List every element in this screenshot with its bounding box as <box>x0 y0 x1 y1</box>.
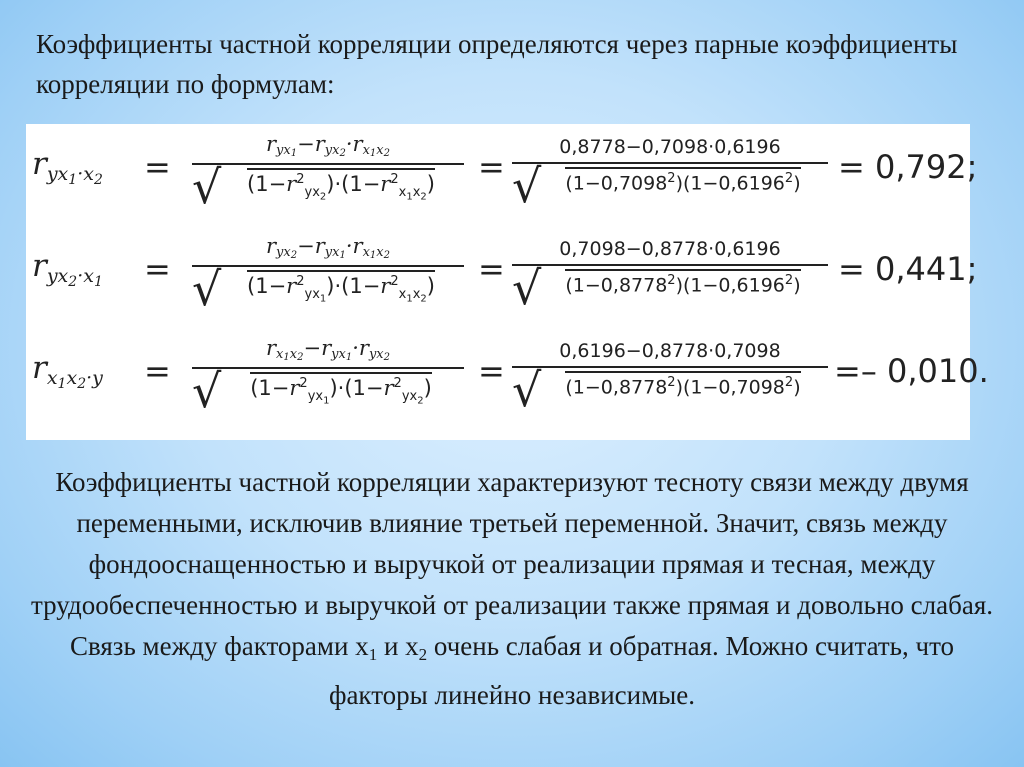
symbolic-denominator: √ $(1-r^2_{yx_1})\cdot(1-r^2_{x_1x_2})$ <box>192 262 435 316</box>
formula-lhs: $r_{yx_2\cdot x_1}$ <box>32 248 103 290</box>
numeric-fraction <box>512 238 828 315</box>
sqrt-icon: √ <box>512 159 542 213</box>
symbolic-numerator: $r_{x_1x_2}-r_{yx_1}\cdot r_{yx_2}$ <box>266 336 390 363</box>
equals-sign: = <box>144 148 171 186</box>
sqrt-icon: √ <box>512 261 542 315</box>
formula-lhs: $r_{yx_1\cdot x_2}$ <box>32 146 103 188</box>
numeric-denominator: √ $(1-0,8778^2)(1-0,7098^2)$ <box>512 363 801 417</box>
symbolic-numerator: $r_{yx_1}-r_{yx_2}\cdot r_{x_1x_2}$ <box>266 132 390 159</box>
equals-sign: = <box>478 250 505 288</box>
fraction-bar <box>192 367 464 369</box>
intro-text: Коэффициенты частной корреляции определяются через парные коэффициенты корреляции по формулам: <box>36 29 958 99</box>
numeric-denominator: √ $(1-0,7098^2)(1-0,6196^2)$ <box>512 159 801 213</box>
fraction-bar <box>192 265 464 267</box>
symbolic-numerator: $r_{yx_2}-r_{yx_1}\cdot r_{x_1x_2}$ <box>266 234 390 261</box>
sqrt-icon: √ <box>192 364 222 418</box>
sqrt-icon: √ <box>192 262 222 316</box>
formula-result: =– 0,010. <box>834 352 989 390</box>
numeric-fraction <box>512 136 828 213</box>
formula-result: = 0,441; <box>838 250 978 288</box>
fraction-bar <box>512 264 828 266</box>
formula-row-2 <box>26 228 978 328</box>
numeric-numerator: 0,7098−0,8778·0,6196 <box>559 238 781 260</box>
formula-panel <box>26 124 989 440</box>
sqrt-icon: √ <box>512 363 542 417</box>
symbolic-fraction <box>192 234 464 316</box>
equals-sign: = <box>144 352 171 390</box>
numeric-denominator: √ $(1-0,8778^2)(1-0,6196^2)$ <box>512 261 801 315</box>
equals-sign: = <box>478 148 505 186</box>
formula-row-1 <box>26 126 978 226</box>
fraction-bar <box>512 366 828 368</box>
sqrt-icon: √ <box>192 160 222 214</box>
numeric-fraction <box>512 340 828 417</box>
conclusion-text: Коэффициенты частной корреляции характеризуют тесноту связи между двумя переменными, исключив влияние третьей переменной. Значит, связь между фондооснащенностью и выручкой от реализации прямая и тесная, между трудообеспеченностью и выручкой от реализации также прямая и довольно слабая. Связь между факторами $x_1$ и $x_2$ очень слабая и обратная. Можно считать, что факторы линейно независимые. <box>30 467 994 710</box>
symbolic-fraction <box>192 132 464 214</box>
fraction-bar <box>512 162 828 164</box>
numeric-numerator: 0,8778−0,7098·0,6196 <box>559 136 781 158</box>
symbolic-denominator: √ $(1-r^2_{yx_2})\cdot(1-r^2_{x_1x_2})$ <box>192 160 435 214</box>
formula-lhs: $r_{x_1x_2\cdot y}$ <box>32 350 103 392</box>
equals-sign: = <box>144 250 171 288</box>
symbolic-fraction <box>192 336 464 418</box>
symbolic-denominator: √ $(1-r^2_{yx_1})\cdot(1-r^2_{yx_2})$ <box>192 364 432 418</box>
formula-result: = 0,792; <box>838 148 978 186</box>
formula-row-3 <box>26 330 989 430</box>
fraction-bar <box>192 163 464 165</box>
numeric-numerator: 0,6196−0,8778·0,7098 <box>559 340 781 362</box>
equals-sign: = <box>478 352 505 390</box>
